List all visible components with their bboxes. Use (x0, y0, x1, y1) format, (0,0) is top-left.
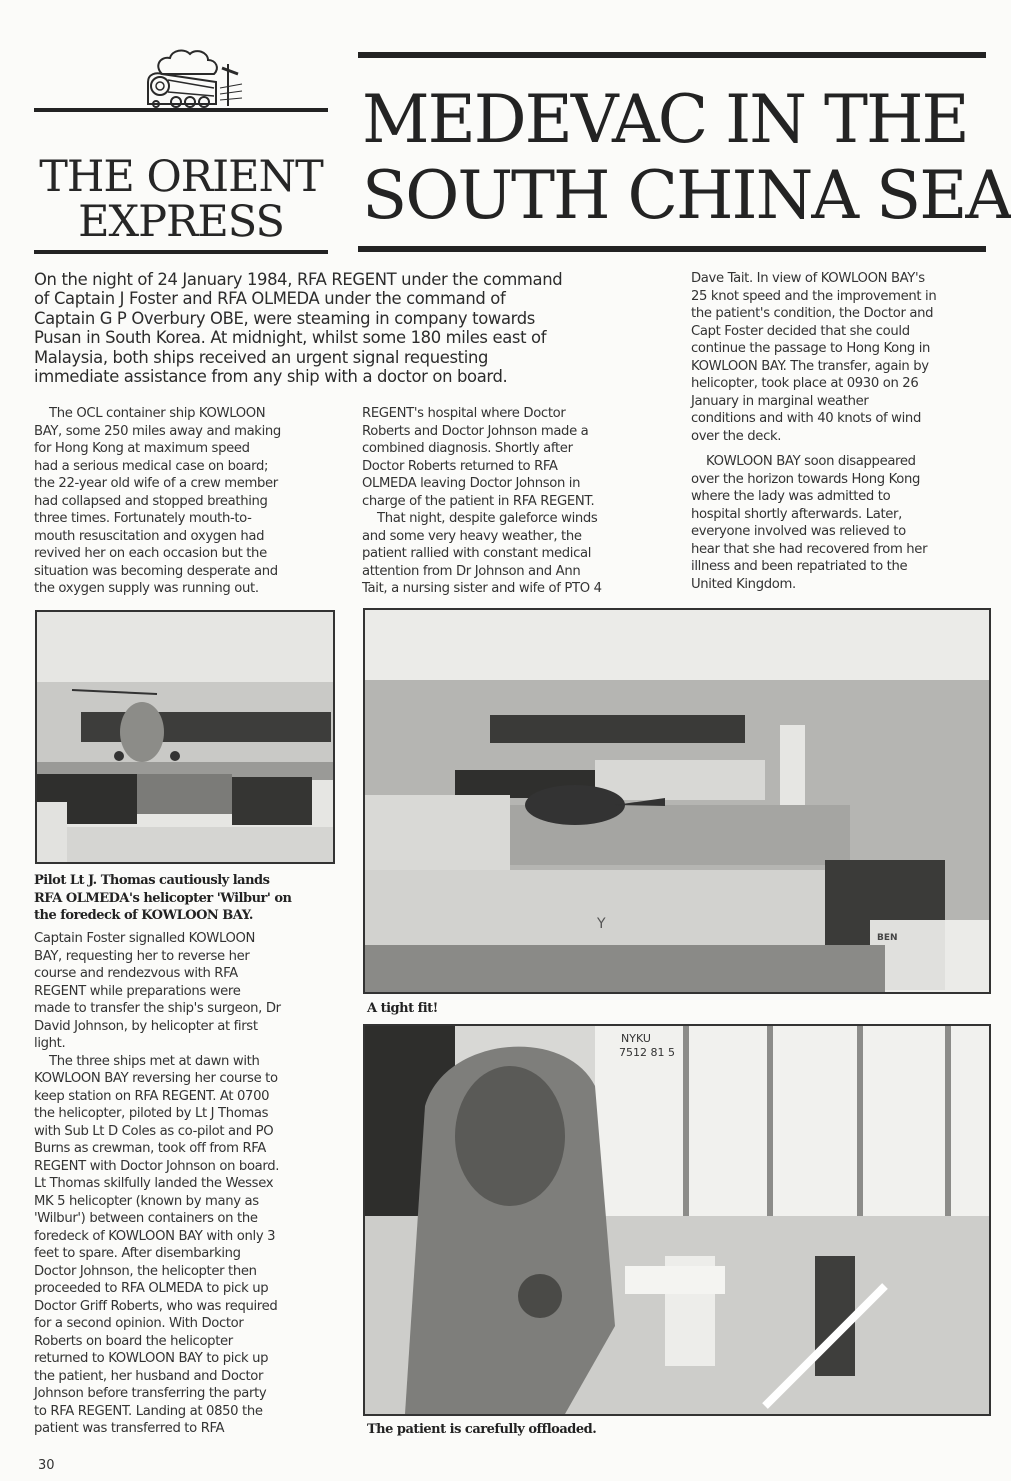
body-line: MK 5 helicopter (known by many as (34, 1193, 259, 1209)
photo-container-code1: NYKU (621, 1032, 651, 1045)
body-line: situation was becoming desperate and (34, 563, 278, 579)
body-line: patient rallied with constant medical (362, 546, 592, 561)
body-line: Dave Tait. In view of KOWLOON BAY's (691, 271, 925, 286)
body-line: Tait, a nursing sister and wife of PTO 4 (362, 581, 602, 596)
photo-container-code2: 7512 81 5 (619, 1046, 675, 1059)
orient-express-logo (34, 44, 328, 256)
body-line: Doctor Roberts returned to RFA (362, 458, 558, 474)
body-line: KOWLOON BAY soon disappeared (706, 454, 916, 469)
body-line: OLMEDA leaving Doctor Johnson in (362, 476, 581, 491)
body-line: the 22-year old wife of a crew member (34, 476, 278, 491)
body-line: Roberts on board the helicopter (34, 1333, 233, 1349)
body-line: returned to KOWLOON BAY to pick up (34, 1351, 269, 1366)
photo-container-letter: Y (597, 916, 606, 932)
intro-line: On the night of 24 January 1984, RFA REGENT under the command (34, 270, 563, 289)
body-line: where the lady was admitted to (691, 489, 891, 504)
body-line: hospital shortly afterwards. Later, (691, 506, 902, 522)
body-line: keep station on RFA REGENT. At 0700 (34, 1088, 270, 1104)
caption-line: RFA OLMEDA's helicopter 'Wilbur' on (34, 890, 292, 906)
body-line: hear that she had recovered from her (691, 541, 928, 557)
caption-photo1 (34, 872, 354, 925)
page-number: 30 (38, 1458, 55, 1473)
body-line: the patient's condition, the Doctor and (691, 306, 934, 321)
body-line: feet to spare. After disembarking (34, 1246, 241, 1261)
body-line: 'Wilbur') between containers on the (34, 1211, 258, 1226)
body-line: foredeck of KOWLOON BAY with only 3 (34, 1228, 276, 1244)
column-left-bottom (34, 930, 356, 1438)
body-line: REGENT while preparations were (34, 983, 241, 999)
body-line: The OCL container ship KOWLOON (49, 406, 266, 421)
intro-paragraph (34, 270, 674, 386)
body-line: The three ships met at dawn with (49, 1053, 260, 1069)
body-line: light. (34, 1036, 66, 1051)
body-line: for Hong Kong at maximum speed (34, 441, 250, 456)
body-line: conditions and with 40 knots of wind (691, 411, 921, 426)
body-line: had a serious medical case on board; (34, 458, 269, 474)
body-line: illness and been repatriated to the (691, 559, 908, 574)
body-line: course and rendezvous with RFA (34, 966, 238, 981)
body-line: Doctor Griff Roberts, who was required (34, 1298, 278, 1314)
headline-line1: MEDEVAC IN THE (362, 81, 968, 158)
logo-rule-bottom (34, 250, 328, 254)
logo-title-line2: EXPRESS (78, 197, 284, 247)
caption-line: Pilot Lt J. Thomas cautiously lands (34, 873, 270, 888)
body-line: the patient, her husband and Doctor (34, 1368, 264, 1384)
body-line: KOWLOON BAY reversing her course to (34, 1071, 278, 1086)
body-line: helicopter, took place at 0930 on 26 (691, 376, 919, 391)
body-line: and some very heavy weather, the (362, 528, 582, 544)
column-left-top (34, 405, 354, 598)
column-right-top (691, 270, 991, 593)
headline (362, 81, 1011, 234)
intro-line: Malaysia, both ships received an urgent signal requesting (34, 347, 489, 367)
intro-line: Pusan in South Korea. At midnight, whilst some 180 miles east of (34, 328, 547, 348)
body-line: That night, despite galeforce winds (377, 511, 598, 526)
body-line: KOWLOON BAY. The transfer, again by (691, 358, 929, 374)
caption-photo2: A tight fit! (367, 1001, 438, 1016)
body-line: mouth resuscitation and oxygen had (34, 528, 265, 544)
caption-photo3: The patient is carefully offloaded. (367, 1422, 597, 1437)
logo-title-line1: THE ORIENT (39, 152, 323, 202)
body-line: January in marginal weather (691, 393, 869, 409)
body-line: Captain Foster signalled KOWLOON (34, 931, 256, 946)
headline-line2: SOUTH CHINA SEA (362, 157, 1011, 234)
body-line: Lt Thomas skilfully landed the Wessex (34, 1176, 274, 1191)
intro-line: Captain G P Overbury OBE, were steaming in company towards (34, 308, 535, 328)
body-line: Roberts and Doctor Johnson made a (362, 423, 589, 439)
body-line: to RFA REGENT. Landing at 0850 the (34, 1403, 263, 1419)
body-line: proceeded to RFA OLMEDA to pick up (34, 1281, 269, 1296)
body-line: had collapsed and stopped breathing (34, 493, 268, 509)
headline-rule-bottom (358, 246, 986, 252)
body-line: Doctor Johnson, the helicopter then (34, 1263, 257, 1279)
body-line: patient was transferred to RFA (34, 1421, 225, 1436)
body-line: David Johnson, by helicopter at first (34, 1018, 258, 1034)
body-line: attention from Dr Johnson and Ann (362, 563, 581, 579)
body-line: with Sub Lt D Coles as co-pilot and PO (34, 1123, 274, 1139)
body-line: combined diagnosis. Shortly after (362, 441, 573, 456)
body-line: REGENT with Doctor Johnson on board. (34, 1158, 280, 1174)
body-line: continue the passage to Hong Kong in (691, 341, 931, 356)
body-line: over the deck. (691, 428, 782, 444)
column-middle-top (362, 405, 682, 598)
body-line: three times. Fortunately mouth-to- (34, 511, 252, 526)
photo-helicopter-landing (35, 610, 335, 864)
body-line: Johnson before transferring the party (34, 1386, 267, 1401)
body-line: the helicopter, piloted by Lt J Thomas (34, 1106, 269, 1121)
headline-rule-top (358, 52, 986, 58)
photo-patient-offloaded (363, 1024, 991, 1416)
steam-locomotive-icon (104, 44, 264, 108)
body-line: over the horizon towards Hong Kong (691, 471, 921, 487)
body-line: Burns as crewman, took off from RFA (34, 1141, 266, 1156)
intro-line: of Captain J Foster and RFA OLMEDA under the command of (34, 289, 506, 309)
body-line: made to transfer the ship's surgeon, Dr (34, 1001, 281, 1016)
caption-line: the foredeck of KOWLOON BAY. (34, 908, 253, 923)
body-line: Capt Foster decided that she could (691, 323, 910, 339)
logo-rule-top (34, 108, 328, 112)
photo-ship-foredeck (363, 608, 991, 994)
body-line: charge of the patient in RFA REGENT. (362, 493, 595, 509)
body-line: BAY, requesting her to reverse her (34, 948, 250, 964)
intro-line: immediate assistance from any ship with a doctor on board. (34, 367, 508, 387)
body-line: BAY, some 250 miles away and making (34, 423, 281, 439)
body-line: United Kingdom. (691, 576, 796, 592)
body-line: for a second opinion. With Doctor (34, 1316, 244, 1331)
body-line: 25 knot speed and the improvement in (691, 288, 937, 304)
body-line: revived her on each occasion but the (34, 546, 267, 561)
body-line: everyone involved was relieved to (691, 524, 906, 539)
photo-container-brand: BEN (877, 933, 898, 943)
body-line: REGENT's hospital where Doctor (362, 406, 566, 421)
body-line: the oxygen supply was running out. (34, 581, 259, 596)
